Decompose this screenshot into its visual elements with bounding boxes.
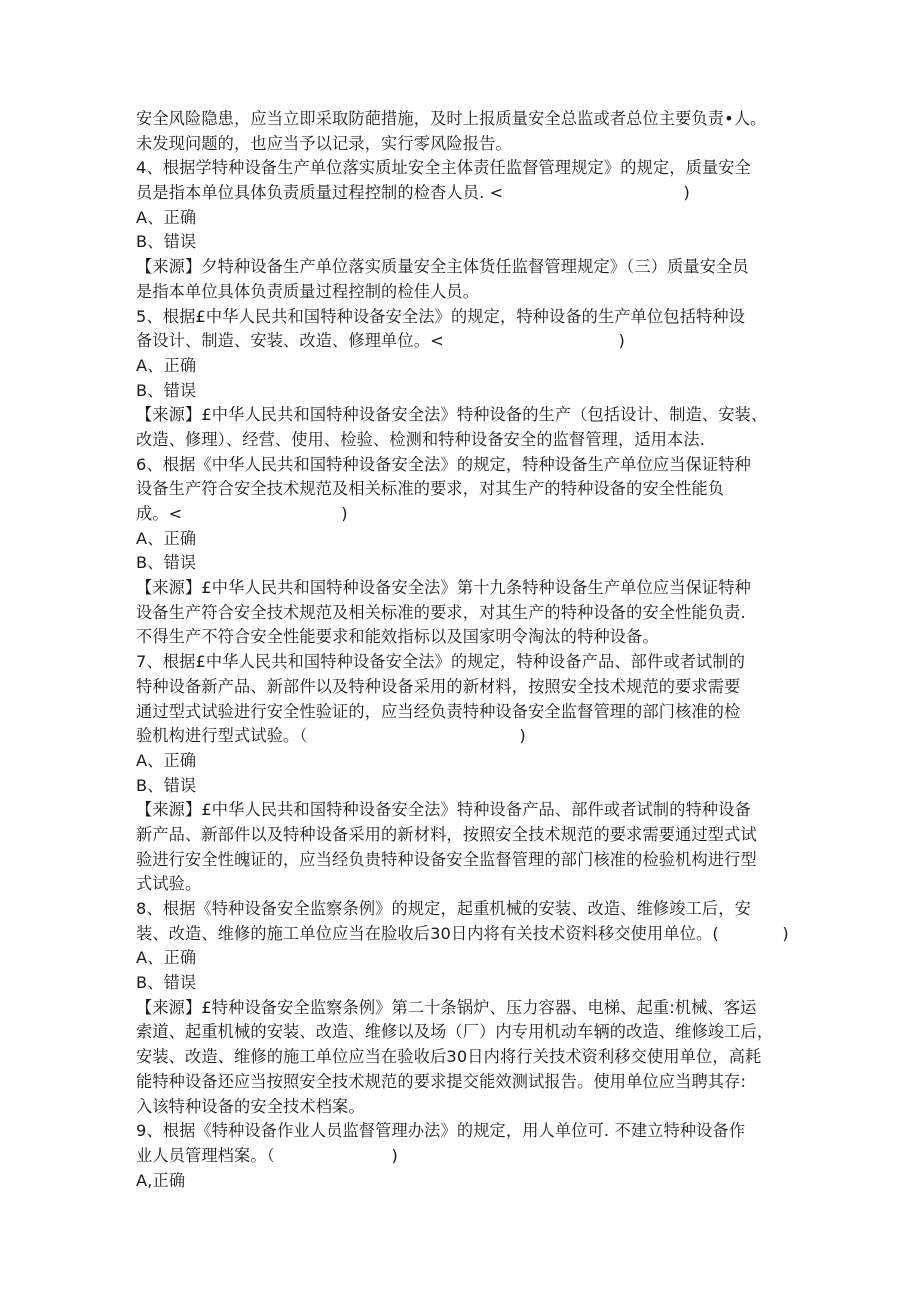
source-note: 【来源】夕特种设备生产单位落实质量安全主体货任监督管理规定》（三）质量安全员 (136, 257, 749, 277)
question-8-stem: 装、改造、维修的施工单位应当在脸收后30日内将有关技术资料移交使用单位。( ) (136, 923, 789, 943)
source-note: 【来源】£特种设备安全监察条例》第二十条锅炉、压力容器、电梯、起重:机械、客运 (136, 997, 757, 1017)
question-5-stem: 5、根据£中华人民共和国特种设备安全法》的规定，特种设备的生产单位包括特种设 (136, 306, 746, 326)
question-7-stem: 验机构进行型式试验。（ ) (136, 726, 526, 746)
source-note: 【来源】£中华人民共和国特种设备安全法》第十九条特种设备生产单位应当保证特种 (136, 578, 751, 598)
question-7-stem: 特种设备新产品、新部件以及特种设备采用的新材料，按照安全技术规范的要求需要 (136, 676, 741, 696)
question-6-stem: 成。< ) (136, 504, 348, 523)
option-b: B、错误 (136, 380, 197, 400)
source-note: 新产品、新部件以及特种设备采用的新材料，按照安全技术规范的要求需要通过型式试 (136, 824, 757, 844)
question-4-stem: 4、根据学特种设备生产单位落实质址安全主体责任监督管理规定》的规定，质量安全 (136, 158, 751, 178)
option-a: A、正确 (136, 355, 197, 375)
source-note: 入该特种设备的安全技术档案。 (136, 1096, 365, 1116)
question-4-stem: 员是指本单位具体负责质量过程控制的检杳人员. < ) (136, 183, 690, 203)
question-9-stem: 9、根据《特种设备作业人员监督管理办法》的规定，用人单位可. 不建立特种设备作 (136, 1121, 746, 1141)
option-b: B、错误 (136, 775, 197, 795)
option-a: A、正确 (136, 750, 197, 770)
question-8-stem: 8、根据《特种设备安全监察条例》的规定，起重机械的安装、改造、维修竣工后，安 (136, 899, 751, 918)
option-b: B、错误 (136, 232, 197, 252)
source-note: 索道、起重机械的安装、改造、维修以及场（厂）内专用机动车辆的改造、维修竣工后， (136, 1022, 774, 1042)
document-page (136, 107, 796, 1193)
source-note: 设备生产符合安全技术规范及相关标准的要求，对其生产的特种设备的安全性能负责. (136, 602, 746, 622)
option-a: A、正确 (136, 207, 197, 227)
question-9-stem: 业人员管理档案。（ ) (136, 1145, 398, 1165)
question-5-stem: 备设计、制造、安装、改造、修理单位。< ) (136, 331, 626, 351)
option-a: A,正确 (136, 1170, 186, 1190)
option-b: B、错误 (136, 973, 197, 993)
question-7-stem: 7、根据£中华人民共和国特种设备安全法》的规定，特种设备产品、部件或者试制的 (136, 652, 746, 672)
source-note: 【来源】£中华人民共和国特种设备安全法》特种设备的生产（包括设计、制造、安装、 (136, 405, 768, 425)
question-6-stem: 6、根据《中华人民共和国特种设备安全法》的规定，特种设备生产单位应当保证特种 (136, 454, 751, 474)
option-b: B、错误 (136, 553, 197, 573)
option-a: A、正确 (136, 528, 197, 548)
source-note: 式试验。 (136, 874, 202, 894)
source-note: 验进行安全性魄证的，应当经负贵特种设备安全监督管理的部门核准的检验机构进行型 (136, 849, 757, 869)
source-note: 是指本单位具体负责质量过程控制的检佳人员。 (136, 281, 480, 301)
source-note: 【来源】£中华人民共和国特种设备安全法》特种设备产品、部件或者试制的特种设备 (136, 800, 751, 820)
option-a: A、正确 (136, 948, 197, 968)
source-note: 不得生产不符合安全性能要求和能效指标以及国家明令淘汰的特种设备。 (136, 627, 659, 647)
text-line: 未发现问题的，也应当予以记录，实行零风险报告。 (136, 133, 512, 153)
source-note: 能特种设备还应当按照安全技术规范的要求提交能效测试报告。使用单位应当聘其存: (136, 1071, 747, 1091)
question-7-stem: 通过型式试验进行安全性验证的，应当经负责特种设备安全监督管理的部门核准的检 (136, 701, 741, 721)
source-note: 安装、改造、维修的施工单位应当在验收后30日内将行关技术资利移交使用单位，高耗 (136, 1047, 762, 1067)
text-line: 安全风险隐患，应当立即采取防葩措施，及时上报质量安全总监或者总位主要负责•人。 (136, 109, 767, 128)
question-6-stem: 设备生产符合安全技术规范及相关标准的要求，对其生产的特种设备的安全性能负 (136, 479, 725, 499)
source-note: 改造、修理）、经营、使用、检验、检测和特种设备安全的监督管理，适用本法. (136, 429, 706, 449)
